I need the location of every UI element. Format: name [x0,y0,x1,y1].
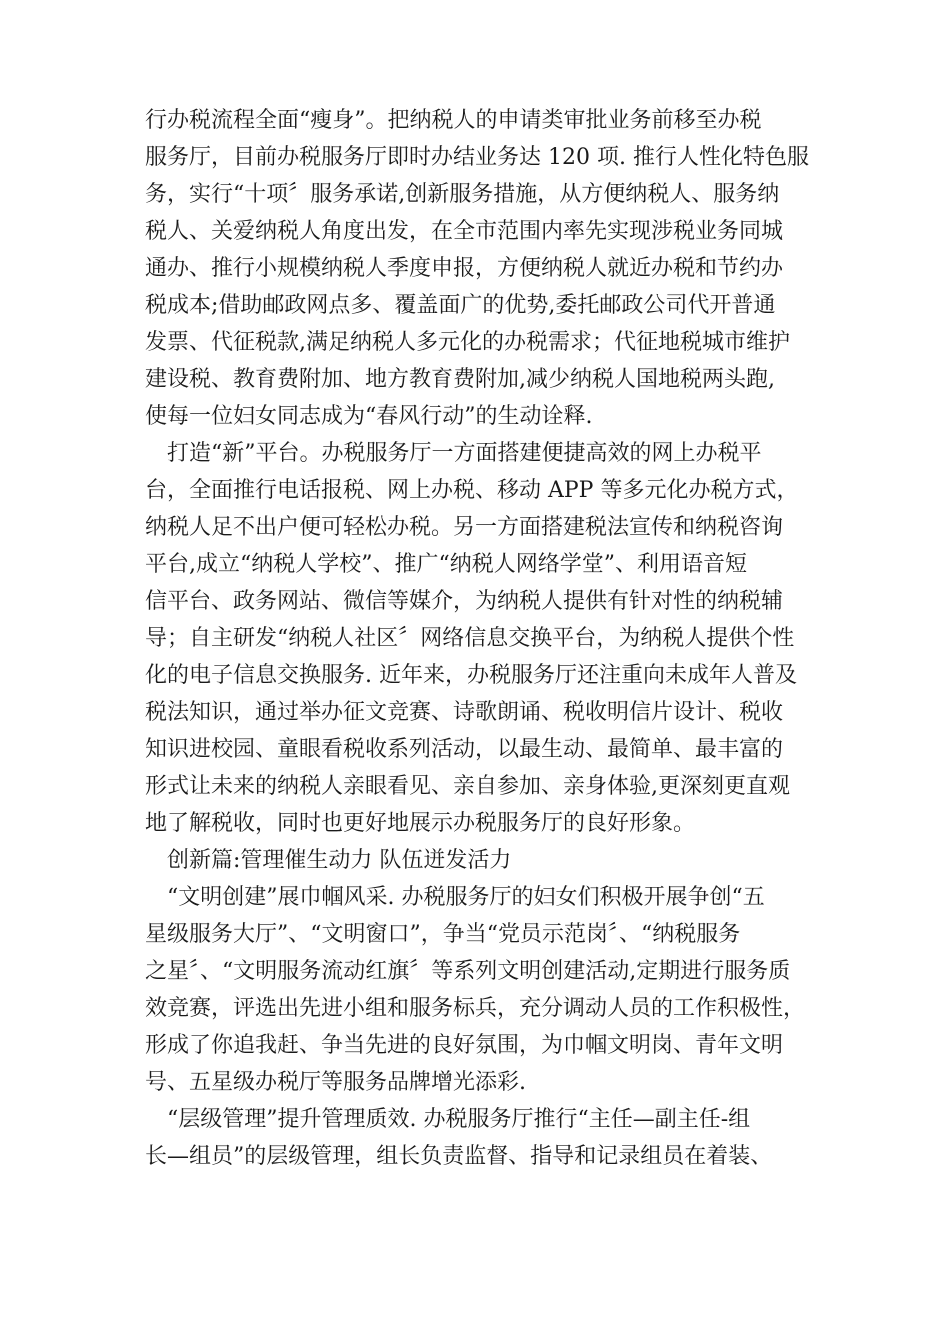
text-line: 形成了你追我赶、争当先进的良好氛围，为巾帼文明岗、青年文明 [145,1033,784,1058]
section-heading: 创新篇:管理催生动力 队伍迸发活力 [145,848,512,873]
text-line: 使每一位妇女同志成为“春风行动”的生动诠释. [145,404,593,429]
text-line: 建设税、教育费附加、地方教育费附加,减少纳税人国地税两头跑, [145,367,775,392]
text-line: 效竞赛，评选出先进小组和服务标兵，充分调动人员的工作积极性， [145,996,806,1021]
document-body [145,102,815,1175]
text-line: 地了解税收，同时也更好地展示办税服务厅的良好形象。 [145,811,696,836]
text-line: 长—组员”的层级管理，组长负责监督、指导和记录组员在着装、 [145,1144,773,1169]
text-line: 纳税人足不出户便可轻松办税。另一方面搭建税法宣传和纳税咨询 [145,515,784,540]
text-line: 税法知识，通过举办征文竞赛、诗歌朗诵、税收明信片设计、税收 [145,700,784,725]
text-line: 星级服务大厅”、“文明窗口”，争当“党员示范岗〞、“纳税服务 [145,922,741,947]
text-line: 行办税流程全面“瘦身”。把纳税人的申请类审批业务前移至办税 [145,108,762,133]
text-line: 信平台、政务网站、微信等媒介，为纳税人提供有针对性的纳税辅 [145,589,784,614]
text-line: 务，实行“十项〞服务承诺,创新服务措施，从方便纳税人、服务纳 [145,182,780,207]
text-line: 通办、推行小规模纳税人季度申报，方便纳税人就近办税和节约办 [145,256,784,281]
text-line: 导；自主研发“纳税人社区〞网络信息交换平台，为纳税人提供个性 [145,626,795,651]
text-line: 之星〞、“文明服务流动红旗〞等系列文明创建活动,定期进行服务质 [145,959,791,984]
text-line: 化的电子信息交换服务. 近年来，办税服务厅还注重向未成年人普及 [145,663,797,688]
text-line: 发票、代征税款,满足纳税人多元化的办税需求；代征地税城市维护 [145,330,790,355]
text-line: 知识进校园、童眼看税收系列活动，以最生动、最简单、最丰富的 [145,737,784,762]
text-line: 平台,成立“纳税人学校”、推广“纳税人网络学堂”、利用语音短 [145,552,747,577]
text-line: 打造“新”平台。办税服务厅一方面搭建便捷高效的网上办税平 [145,441,762,466]
text-line: 服务厅，目前办税服务厅即时办结业务达 120 项. 推行人性化特色服 [145,145,809,170]
text-line: 号、五星级办税厅等服务品牌增光添彩. [145,1070,526,1095]
text-line: “文明创建”展巾帼风采. 办税服务厅的妇女们积极开展争创“五 [145,885,765,910]
text-line: 台，全面推行电话报税、网上办税、移动 APP 等多元化办税方式， [145,478,799,503]
text-line: “层级管理”提升管理质效. 办税服务厅推行“主任—副主任-组 [145,1107,751,1132]
text-line: 形式让未来的纳税人亲眼看见、亲自参加、亲身体验,更深刻更直观 [145,774,790,799]
text-line: 税成本;借助邮政网点多、覆盖面广的优势,委托邮政公司代开普通 [145,293,776,318]
text-line: 税人、关爱纳税人角度出发，在全市范围内率先实现涉税业务同城 [145,219,784,244]
